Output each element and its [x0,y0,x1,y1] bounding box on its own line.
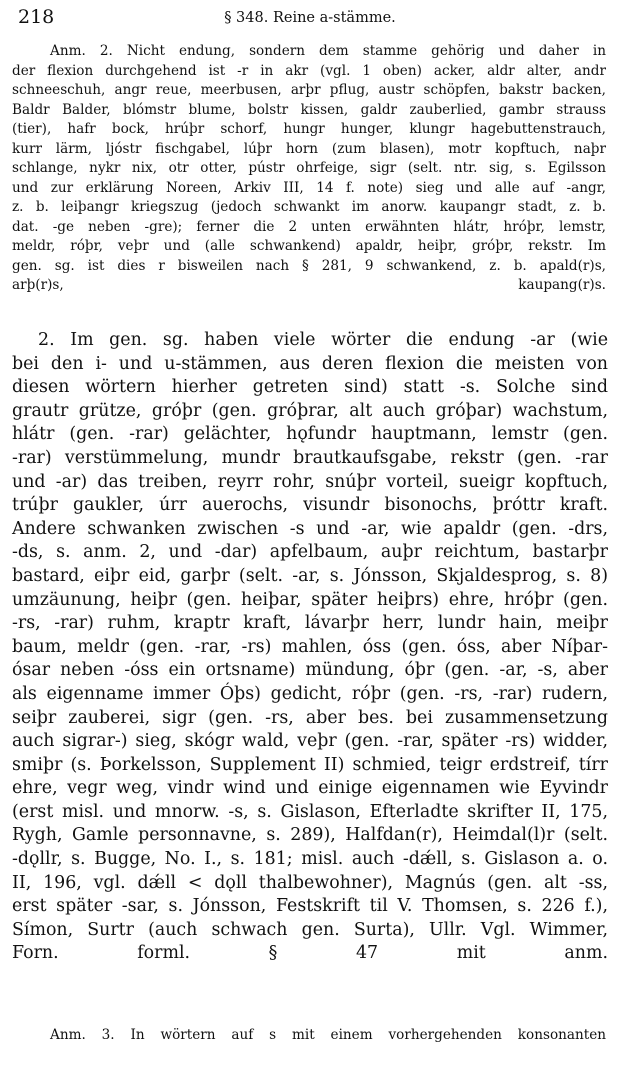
note-3-paragraph [12,1026,606,1046]
text-line: Rygh, Gamle personnavne, s. 289), Halfdan(r), Heimdal(l)r (selt. [12,825,608,846]
text-line: schneeschuh, angr reue, meerbusen, arþr pflug, austr schöpfen, bakstr backen, [12,82,606,98]
text-line: trúþr gaukler, úrr auerochs, visundr bisonochs, þróttr kraft. [12,495,608,516]
text-line: seiþr zauberei, sigr (gen. -rs, aber bes. bei zusammensetzung [12,707,608,728]
text-line: hlátr (gen. -rar) gelächter, hǫfundr hauptmann, lemstr (gen. [12,424,608,445]
text-line: diesen wörtern hierher getreten sind) statt -s. Solche sind [12,377,608,398]
text-line: Andere schwanken zwischen -s und -ar, wie apaldr (gen. -drs, [12,518,608,539]
text-line: Anm. 3. In wörtern auf s mit einem vorhergehenden konsonanten [50,1027,606,1043]
text-line: Símon, Surtr (auch schwach gen. Surta), Ullr. Vgl. Wimmer, [12,919,608,940]
text-line: erst später -sar, s. Jónsson, Festskrift til V. Thomsen, s. 226 f.), [12,896,608,917]
text-line: (tier), hafr bock, hrúþr schorf, hungr hunger, klungr hagebuttenstrauch, [12,121,606,137]
text-line: II, 196, vgl. dǽll < dǫll thalbewohner), Magnús (gen. alt -ss, [12,872,608,893]
text-line: arþ(r)s, kaupang(r)s. [12,277,606,293]
text-line: umzäunung, heiþr (gen. heiþar, später heiþrs) ehre, hróþr (gen. [12,589,608,610]
text-line: (erst misl. und mnorw. -s, s. Gislason, Efterladte skrifter II, 175, [12,801,608,822]
text-line: grautr grütze, gróþr (gen. gróþrar, alt auch gróþar) wachstum, [12,400,608,421]
text-line: baum, meldr (gen. -rar, -rs) mahlen, óss (gen. óss, aber Níþar- [12,636,608,657]
text-line: ósar neben -óss ein ortsname) mündung, óþr (gen. -ar, -s, aber [12,660,608,681]
text-line: der flexion durchgehend ist -r in akr (vgl. 1 oben) acker, aldr alter, andr [12,62,606,79]
section-2-paragraph [12,329,608,966]
page-header [14,4,606,30]
text-line: schlange, nykr nix, otr otter, pústr ohrfeige, sigr (selt. ntr. sig, s. Egilsson [12,160,606,176]
text-line: ehre, vegr weg, vindr wind und einige eigennamen wie Eyvindr [12,778,608,799]
text-line: bei den i- und u-stämmen, aus deren flexion die meisten von [12,353,608,374]
text-line: und -ar) das treiben, reyrr rohr, snúþr vorteil, sueigr kopftuch, [12,471,608,492]
text-line: -dǫllr, s. Bugge, No. I., s. 181; misl. auch -dǽll, s. Gislason a. o. [12,849,608,870]
text-line: bastard, eiþr eid, garþr (selt. -ar, s. Jónsson, Skjaldesprog, s. 8) [12,565,608,586]
text-line: meldr, róþr, veþr und (alle schwankend) apaldr, heiþr, gróþr, rekstr. Im [12,238,606,254]
text-line: -ds, s. anm. 2, und -dar) apfelbaum, auþr reichtum, bastarþr [12,542,608,563]
text-line: smiþr (s. Þorkelsson, Supplement II) schmied, teigr erdstreif, tírr [12,754,608,775]
running-title: § 348. Reine a-stämme. [224,10,396,26]
text-line: gen. sg. ist dies r bisweilen nach § 281, 9 schwankend, z. b. apald(r)s, [12,257,606,274]
text-line: als eigenname immer Óþs) gedicht, róþr (gen. -rs, -rar) rudern, [12,683,608,704]
page-number: 218 [18,6,55,28]
text-line: dat. -ge neben -gre); ferner die 2 unten erwähnten hlátr, hróþr, lemstr, [12,218,606,235]
text-line: Anm. 2. Nicht endung, sondern dem stamme gehörig und daher in [50,43,606,59]
note-2-paragraph [12,42,606,296]
text-line: Baldr Balder, blómstr blume, bolstr kissen, galdr zauberlied, gambr strauss [12,101,606,118]
text-line: -rar) verstümmelung, mundr brautkaufsgabe, rekstr (gen. -rar [12,447,608,468]
text-line: und zur erklärung Noreen, Arkiv III, 14 f. note) sieg und alle auf -angr, [12,179,606,196]
text-line: Forn. forml. § 47 mit anm. [12,943,608,964]
text-line: kurr lärm, ljóstr fischgabel, lúþr horn (zum blasen), motr kopftuch, naþr [12,140,606,157]
text-line: auch sigrar-) sieg, skógr wald, veþr (gen. -rar, später -rs) widder, [12,731,608,752]
text-line: z. b. leiþangr kriegszug (jedoch schwankt im anorw. kaupangr stadt, z. b. [12,199,606,215]
text-line: 2. Im gen. sg. haben viele wörter die endung -ar (wie [38,330,608,350]
text-line: -rs, -rar) ruhm, kraptr kraft, lávarþr herr, lundr hain, meiþr [12,613,608,634]
